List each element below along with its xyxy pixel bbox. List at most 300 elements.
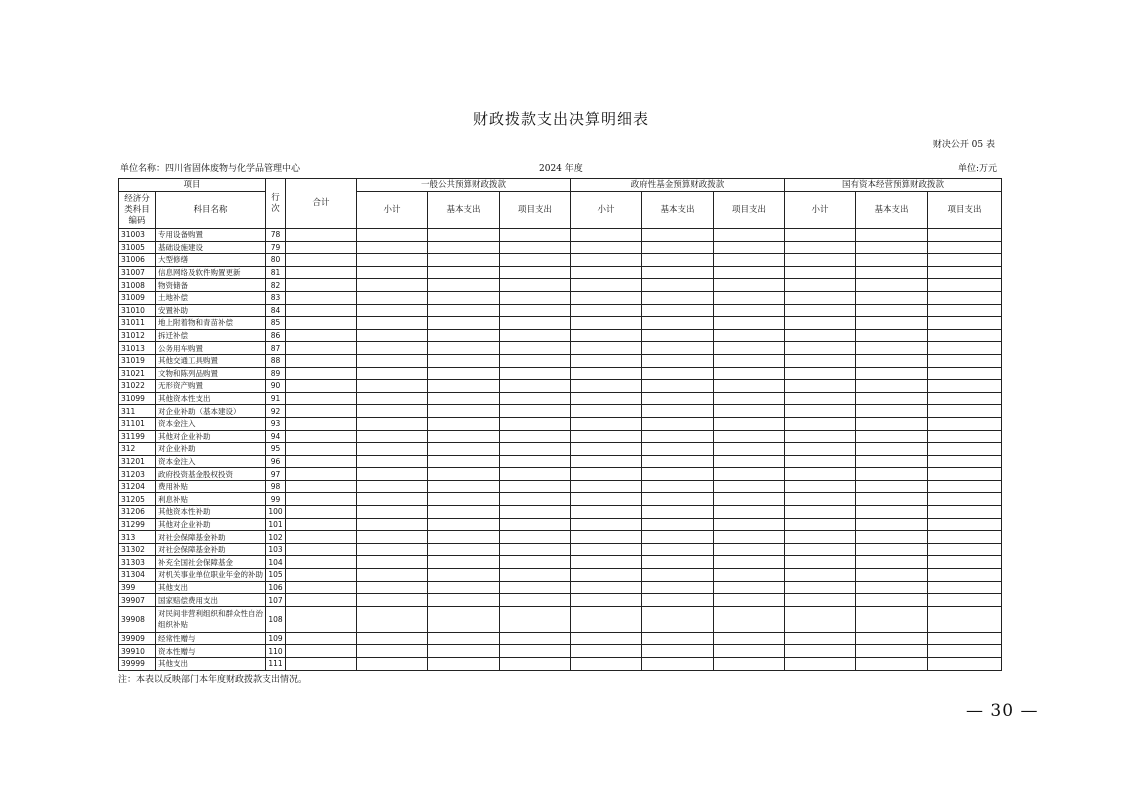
- value-cell: [428, 632, 500, 645]
- row-subject-name: 国家赔偿费用支出: [156, 594, 266, 607]
- value-cell: [856, 569, 928, 582]
- value-cell: [500, 455, 571, 468]
- value-cell: [642, 329, 714, 342]
- value-cell: [928, 254, 1002, 267]
- row-number: 95: [266, 443, 286, 456]
- table-row: [119, 392, 1002, 405]
- value-cell: [856, 632, 928, 645]
- value-cell: [856, 317, 928, 330]
- row-number: 110: [266, 645, 286, 658]
- row-subject-name: 政府投资基金股权投资: [156, 468, 266, 481]
- value-cell: [428, 455, 500, 468]
- value-cell: [928, 354, 1002, 367]
- unit-name: 单位名称：四川省固体废物与化学品管理中心: [120, 164, 301, 174]
- row-subject-name: 资本性赠与: [156, 645, 266, 658]
- row-subject-name: 其他交通工具购置: [156, 354, 266, 367]
- value-cell: [571, 569, 642, 582]
- value-cell: [357, 531, 428, 544]
- value-cell: [500, 506, 571, 519]
- value-cell: [714, 279, 785, 292]
- row-subject-name: 利息补贴: [156, 493, 266, 506]
- header-group-fund: 政府性基金预算财政拨款: [571, 179, 785, 192]
- value-cell: [928, 480, 1002, 493]
- value-cell: [856, 342, 928, 355]
- value-cell: [642, 556, 714, 569]
- value-cell: [428, 430, 500, 443]
- value-cell: [286, 581, 357, 594]
- value-cell: [785, 594, 856, 607]
- value-cell: [714, 291, 785, 304]
- value-cell: [357, 229, 428, 242]
- row-subject-name: 信息网络及软件购置更新: [156, 266, 266, 279]
- value-cell: [642, 480, 714, 493]
- row-code: 39907: [119, 594, 156, 607]
- value-cell: [571, 543, 642, 556]
- value-cell: [500, 392, 571, 405]
- row-subject-name: 安置补助: [156, 304, 266, 317]
- value-cell: [571, 518, 642, 531]
- value-cell: [785, 632, 856, 645]
- value-cell: [714, 606, 785, 632]
- value-cell: [928, 241, 1002, 254]
- value-cell: [856, 279, 928, 292]
- row-number: 111: [266, 658, 286, 671]
- value-cell: [428, 342, 500, 355]
- value-cell: [500, 468, 571, 481]
- value-cell: [500, 543, 571, 556]
- value-cell: [928, 380, 1002, 393]
- row-number: 96: [266, 455, 286, 468]
- value-cell: [642, 632, 714, 645]
- value-cell: [856, 606, 928, 632]
- value-cell: [428, 556, 500, 569]
- value-cell: [856, 531, 928, 544]
- header-group-general: 一般公共预算财政拨款: [357, 179, 571, 192]
- table-note: 注：本表以反映部门本年度财政拨款支出情况。: [118, 675, 308, 685]
- table-row: [119, 229, 1002, 242]
- row-number: 99: [266, 493, 286, 506]
- value-cell: [357, 480, 428, 493]
- table-row: [119, 254, 1002, 267]
- value-cell: [714, 380, 785, 393]
- value-cell: [357, 392, 428, 405]
- row-subject-name: 资本金注入: [156, 455, 266, 468]
- value-cell: [928, 266, 1002, 279]
- table-title: 财政拨款支出决算明细表: [472, 110, 649, 128]
- value-cell: [856, 658, 928, 671]
- value-cell: [642, 279, 714, 292]
- row-subject-name: 经常性赠与: [156, 632, 266, 645]
- value-cell: [928, 658, 1002, 671]
- meta-row: [120, 161, 997, 173]
- value-cell: [571, 443, 642, 456]
- value-cell: [428, 392, 500, 405]
- value-cell: [357, 581, 428, 594]
- value-cell: [642, 291, 714, 304]
- value-cell: [928, 329, 1002, 342]
- row-subject-name: 对社会保障基金补助: [156, 543, 266, 556]
- value-cell: [642, 518, 714, 531]
- value-cell: [642, 569, 714, 582]
- value-cell: [286, 443, 357, 456]
- row-number: 92: [266, 405, 286, 418]
- table-row: [119, 430, 1002, 443]
- value-cell: [928, 606, 1002, 632]
- value-cell: [928, 632, 1002, 645]
- value-cell: [714, 304, 785, 317]
- value-cell: [286, 468, 357, 481]
- value-cell: [500, 266, 571, 279]
- value-cell: [357, 317, 428, 330]
- value-cell: [286, 606, 357, 632]
- row-number: 107: [266, 594, 286, 607]
- row-subject-name: 补充全国社会保障基金: [156, 556, 266, 569]
- row-code: 31008: [119, 279, 156, 292]
- value-cell: [357, 632, 428, 645]
- value-cell: [500, 518, 571, 531]
- value-cell: [428, 367, 500, 380]
- value-cell: [500, 606, 571, 632]
- value-cell: [785, 392, 856, 405]
- value-cell: [571, 291, 642, 304]
- value-cell: [785, 380, 856, 393]
- table-row: [119, 367, 1002, 380]
- value-cell: [856, 392, 928, 405]
- value-cell: [856, 241, 928, 254]
- value-cell: [571, 480, 642, 493]
- row-code: 31022: [119, 380, 156, 393]
- table-row: [119, 493, 1002, 506]
- value-cell: [571, 329, 642, 342]
- value-cell: [286, 518, 357, 531]
- value-cell: [286, 480, 357, 493]
- value-cell: [928, 443, 1002, 456]
- value-cell: [286, 304, 357, 317]
- value-cell: [500, 430, 571, 443]
- value-cell: [286, 506, 357, 519]
- value-cell: [714, 430, 785, 443]
- row-number: 103: [266, 543, 286, 556]
- row-number: 102: [266, 531, 286, 544]
- value-cell: [428, 493, 500, 506]
- value-cell: [785, 468, 856, 481]
- table-row: [119, 556, 1002, 569]
- value-cell: [500, 354, 571, 367]
- value-cell: [571, 304, 642, 317]
- value-cell: [500, 342, 571, 355]
- row-code: 31204: [119, 480, 156, 493]
- value-cell: [286, 354, 357, 367]
- value-cell: [286, 531, 357, 544]
- value-cell: [714, 241, 785, 254]
- header-row-no: 行次: [266, 179, 286, 229]
- value-cell: [428, 291, 500, 304]
- value-cell: [500, 417, 571, 430]
- header-general-project: 项目支出: [500, 192, 571, 229]
- table-row: [119, 594, 1002, 607]
- value-cell: [714, 569, 785, 582]
- value-cell: [856, 405, 928, 418]
- value-cell: [571, 581, 642, 594]
- value-cell: [500, 480, 571, 493]
- value-cell: [714, 632, 785, 645]
- table-row: [119, 304, 1002, 317]
- table-row: [119, 342, 1002, 355]
- value-cell: [856, 518, 928, 531]
- value-cell: [571, 417, 642, 430]
- value-cell: [428, 304, 500, 317]
- value-cell: [357, 291, 428, 304]
- header-state-subtotal: 小计: [785, 192, 856, 229]
- table-row: [119, 279, 1002, 292]
- value-cell: [642, 417, 714, 430]
- row-subject-name: 其他支出: [156, 658, 266, 671]
- value-cell: [286, 342, 357, 355]
- value-cell: [785, 254, 856, 267]
- value-cell: [642, 506, 714, 519]
- row-subject-name: 对民间非营利组织和群众性自治组织补贴: [156, 606, 266, 632]
- row-number: 81: [266, 266, 286, 279]
- value-cell: [856, 229, 928, 242]
- value-cell: [928, 279, 1002, 292]
- value-cell: [928, 543, 1002, 556]
- page-number: — 30 —: [966, 701, 1039, 721]
- fiscal-year: 2024 年度: [539, 164, 583, 174]
- value-cell: [286, 632, 357, 645]
- header-group-state: 国有资本经营预算财政拨款: [785, 179, 1002, 192]
- value-cell: [856, 254, 928, 267]
- value-cell: [928, 518, 1002, 531]
- value-cell: [500, 443, 571, 456]
- row-code: 31299: [119, 518, 156, 531]
- value-cell: [856, 417, 928, 430]
- value-cell: [357, 417, 428, 430]
- row-subject-name: 专用设备购置: [156, 229, 266, 242]
- table-row: [119, 354, 1002, 367]
- value-cell: [714, 329, 785, 342]
- value-cell: [642, 342, 714, 355]
- table-row: [119, 468, 1002, 481]
- value-cell: [357, 518, 428, 531]
- row-number: 79: [266, 241, 286, 254]
- table-row: [119, 417, 1002, 430]
- value-cell: [856, 304, 928, 317]
- value-cell: [785, 354, 856, 367]
- value-cell: [928, 556, 1002, 569]
- row-subject-name: 资本金注入: [156, 417, 266, 430]
- value-cell: [642, 367, 714, 380]
- row-number: 80: [266, 254, 286, 267]
- value-cell: [642, 241, 714, 254]
- row-code: 311: [119, 405, 156, 418]
- value-cell: [714, 254, 785, 267]
- value-cell: [571, 493, 642, 506]
- value-cell: [714, 506, 785, 519]
- value-cell: [357, 342, 428, 355]
- value-cell: [428, 317, 500, 330]
- value-cell: [286, 405, 357, 418]
- value-cell: [571, 354, 642, 367]
- header-total: 合计: [286, 179, 357, 229]
- value-cell: [571, 632, 642, 645]
- row-code: 31003: [119, 229, 156, 242]
- value-cell: [714, 367, 785, 380]
- value-cell: [357, 405, 428, 418]
- value-cell: [642, 543, 714, 556]
- value-cell: [714, 354, 785, 367]
- value-cell: [357, 241, 428, 254]
- value-cell: [357, 606, 428, 632]
- table-row: [119, 658, 1002, 671]
- value-cell: [286, 254, 357, 267]
- table-row: [119, 531, 1002, 544]
- row-number: 89: [266, 367, 286, 380]
- value-cell: [286, 417, 357, 430]
- row-code: 31206: [119, 506, 156, 519]
- header-code: 经济分类科目编码: [119, 192, 156, 229]
- row-number: 84: [266, 304, 286, 317]
- value-cell: [357, 569, 428, 582]
- expenditure-table: [118, 178, 1002, 671]
- value-cell: [714, 493, 785, 506]
- row-code: 39910: [119, 645, 156, 658]
- value-cell: [286, 380, 357, 393]
- row-code: 31021: [119, 367, 156, 380]
- row-code: 39908: [119, 606, 156, 632]
- value-cell: [642, 317, 714, 330]
- value-cell: [428, 279, 500, 292]
- value-cell: [928, 304, 1002, 317]
- row-number: 90: [266, 380, 286, 393]
- value-cell: [785, 405, 856, 418]
- value-cell: [428, 581, 500, 594]
- value-cell: [500, 367, 571, 380]
- value-cell: [928, 493, 1002, 506]
- value-cell: [785, 241, 856, 254]
- value-cell: [357, 367, 428, 380]
- value-cell: [785, 543, 856, 556]
- value-cell: [928, 405, 1002, 418]
- value-cell: [286, 367, 357, 380]
- value-cell: [714, 658, 785, 671]
- value-cell: [357, 645, 428, 658]
- value-cell: [785, 304, 856, 317]
- table-row: [119, 518, 1002, 531]
- row-code: 31101: [119, 417, 156, 430]
- value-cell: [642, 229, 714, 242]
- header-state-project: 项目支出: [928, 192, 1002, 229]
- value-cell: [785, 342, 856, 355]
- value-cell: [428, 518, 500, 531]
- value-cell: [500, 569, 571, 582]
- value-cell: [714, 317, 785, 330]
- value-cell: [714, 480, 785, 493]
- row-code: 399: [119, 581, 156, 594]
- value-cell: [714, 417, 785, 430]
- row-code: 31012: [119, 329, 156, 342]
- value-cell: [856, 367, 928, 380]
- value-cell: [642, 468, 714, 481]
- value-cell: [785, 279, 856, 292]
- value-cell: [856, 556, 928, 569]
- value-cell: [357, 468, 428, 481]
- value-cell: [571, 468, 642, 481]
- value-cell: [928, 569, 1002, 582]
- row-number: 100: [266, 506, 286, 519]
- row-subject-name: 拆迁补偿: [156, 329, 266, 342]
- row-subject-name: 其他资本性补助: [156, 506, 266, 519]
- value-cell: [856, 329, 928, 342]
- value-cell: [500, 329, 571, 342]
- value-cell: [428, 229, 500, 242]
- value-cell: [500, 304, 571, 317]
- value-cell: [642, 531, 714, 544]
- value-cell: [428, 543, 500, 556]
- value-cell: [357, 304, 428, 317]
- value-cell: [571, 254, 642, 267]
- value-cell: [357, 380, 428, 393]
- value-cell: [642, 455, 714, 468]
- table-row: [119, 443, 1002, 456]
- value-cell: [928, 229, 1002, 242]
- value-cell: [357, 556, 428, 569]
- value-cell: [571, 279, 642, 292]
- value-cell: [428, 645, 500, 658]
- value-cell: [286, 556, 357, 569]
- row-number: 78: [266, 229, 286, 242]
- value-cell: [714, 342, 785, 355]
- value-cell: [428, 417, 500, 430]
- row-code: 31199: [119, 430, 156, 443]
- row-number: 101: [266, 518, 286, 531]
- table-row: [119, 632, 1002, 645]
- value-cell: [714, 543, 785, 556]
- row-subject-name: 大型修缮: [156, 254, 266, 267]
- value-cell: [500, 632, 571, 645]
- value-cell: [785, 443, 856, 456]
- value-cell: [714, 443, 785, 456]
- header-name: 科目名称: [156, 192, 266, 229]
- row-subject-name: 费用补贴: [156, 480, 266, 493]
- value-cell: [428, 606, 500, 632]
- value-cell: [642, 380, 714, 393]
- value-cell: [928, 594, 1002, 607]
- row-subject-name: 对机关事业单位职业年金的补助: [156, 569, 266, 582]
- value-cell: [785, 317, 856, 330]
- row-subject-name: 土地补偿: [156, 291, 266, 304]
- row-number: 93: [266, 417, 286, 430]
- row-code: 31205: [119, 493, 156, 506]
- value-cell: [286, 329, 357, 342]
- value-cell: [428, 506, 500, 519]
- value-cell: [357, 455, 428, 468]
- row-subject-name: 地上附着物和青苗补偿: [156, 317, 266, 330]
- value-cell: [714, 392, 785, 405]
- value-cell: [642, 405, 714, 418]
- value-cell: [571, 658, 642, 671]
- value-cell: [286, 569, 357, 582]
- value-cell: [928, 581, 1002, 594]
- value-cell: [500, 594, 571, 607]
- value-cell: [642, 493, 714, 506]
- value-cell: [714, 531, 785, 544]
- value-cell: [500, 556, 571, 569]
- value-cell: [642, 254, 714, 267]
- row-subject-name: 基础设施建设: [156, 241, 266, 254]
- row-code: 31011: [119, 317, 156, 330]
- value-cell: [642, 581, 714, 594]
- value-cell: [785, 518, 856, 531]
